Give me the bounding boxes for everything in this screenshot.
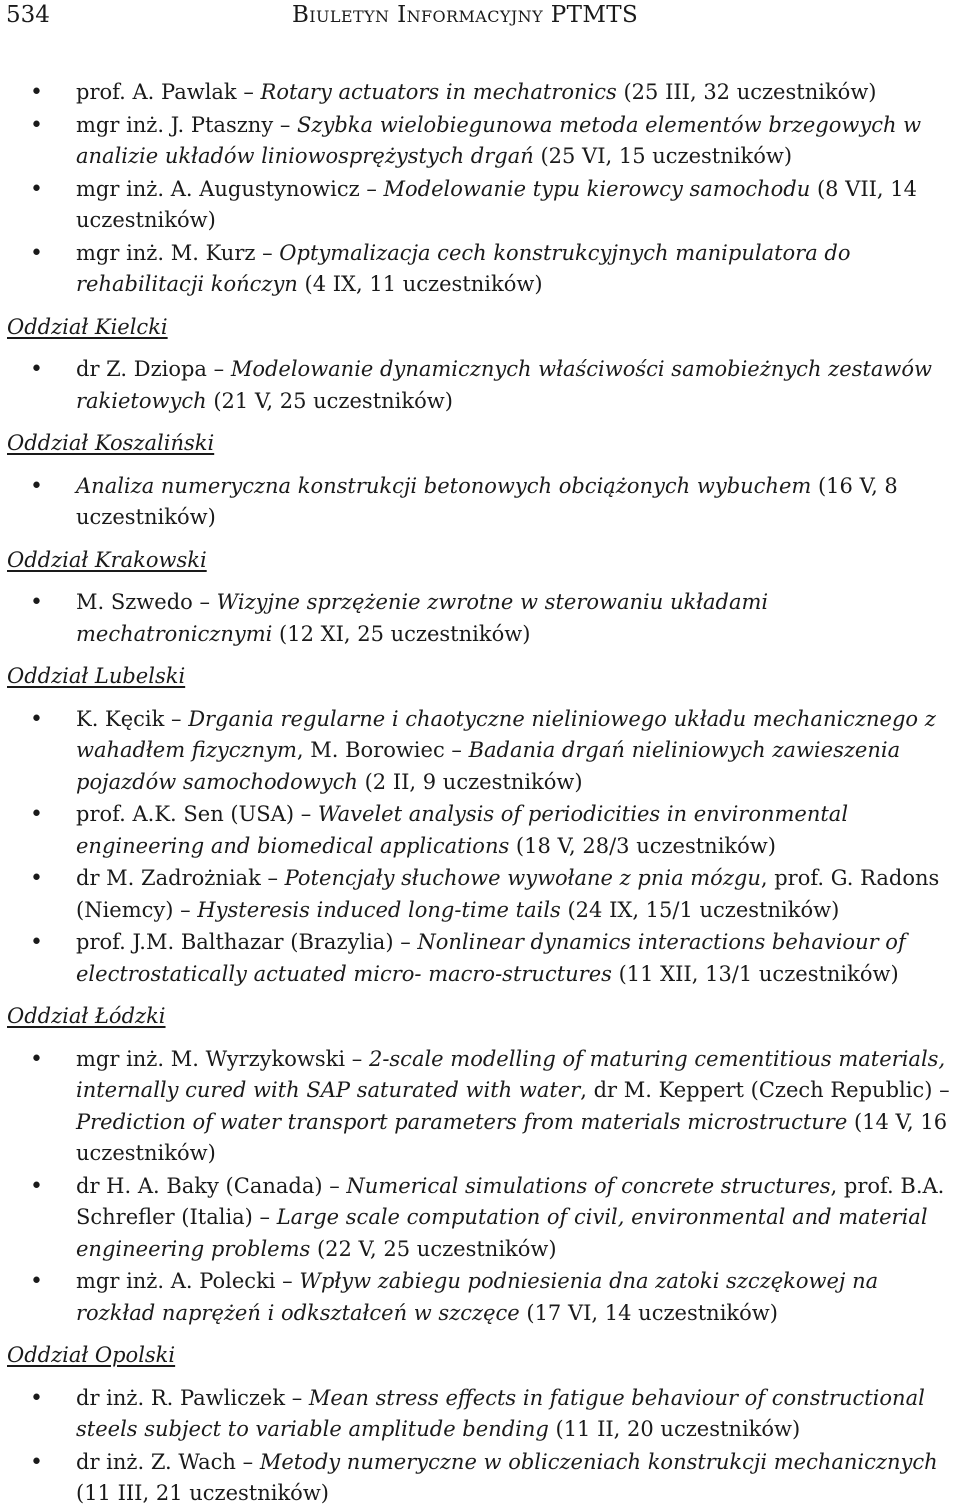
talk-title: Prediction of water transport parameters from materials microstructure (76, 1109, 848, 1134)
entry-text: , dr M. Keppert (Czech Republic) – (580, 1078, 950, 1102)
list-item (7, 1044, 955, 1170)
entry-text: K. Kęcik – (76, 706, 189, 731)
entry-text: mgr inż. M. Kurz – (76, 240, 280, 265)
bullet-icon: • (30, 866, 43, 891)
bullet-icon: • (30, 357, 43, 382)
talk-title: Modelowanie typu kierowcy samochodu (383, 176, 811, 201)
entry-text: (18 V, 28/3 uczestników) (509, 833, 776, 858)
talk-title: Wavelet analysis of periodicities in environmental engineering and biomedical applications (76, 802, 849, 858)
bullet-icon: • (30, 1046, 43, 1072)
bullet-icon: • (30, 1173, 43, 1199)
talk-title: Hysteresis induced long-time tails (197, 897, 561, 922)
entry-text: , prof. B.A. Schrefler (Italia) – (76, 1173, 945, 1229)
entry-text: prof. A.K. Sen (USA) – (76, 802, 318, 826)
list-item (7, 110, 955, 173)
section-heading: Oddział Łódzki (7, 1004, 166, 1028)
entry-text: dr M. Zadrożniak – (76, 866, 285, 890)
talk-title: Modelowanie dynamicznych właściwości samobieżnych zestawów rakietowych (76, 357, 932, 413)
entry-text: mgr inż. A. Polecki – (76, 1269, 300, 1293)
list-item (7, 174, 955, 237)
entry-text: (11 III, 21 uczestników) (76, 1481, 329, 1505)
list-item (7, 1171, 955, 1266)
seminar-list (7, 77, 955, 1511)
section-heading: Oddział Opolski (7, 1343, 176, 1367)
section-heading: Oddział Kielcki (7, 314, 168, 339)
talk-title: Wpływ zabiegu podniesienia dna zatoki szczękowej na rozkład naprężeń i odkształceń w szczęce (76, 1269, 879, 1325)
entry-text: M. Szwedo – (76, 590, 217, 614)
talk-title: Nonlinear dynamics interactions behaviour of electrostatically actuated micro- macro-structures (76, 930, 906, 986)
talk-title: Wizyjne sprzężenie zwrotne w sterowaniu układami mechatronicznymi (76, 590, 769, 646)
talk-title: Rotary actuators in mechatronics (260, 80, 617, 104)
list-item (7, 471, 955, 534)
bullet-icon: • (30, 473, 43, 499)
list-item (7, 1266, 955, 1329)
bullet-icon: • (30, 1385, 43, 1411)
talk-title: 2-scale modelling of maturing cementitious materials, internally cured with SAP saturated with water (76, 1046, 946, 1102)
entry-text: mgr inż. A. Augustynowicz – (76, 176, 384, 201)
entry-text: , prof. G. Radons (Niemcy) – (76, 866, 940, 922)
bullet-icon: • (30, 590, 43, 615)
bullet-icon: • (30, 240, 43, 266)
entry-text: (12 XI, 25 uczestników) (272, 621, 531, 646)
page-header (6, 0, 960, 30)
talk-title: Drgania regularne i chaotyczne nieliniowego układu mechanicznego z wahadłem fizycznym (76, 706, 936, 762)
list-item (7, 704, 955, 799)
entry-text: (8 VII, 14 uczestników) (76, 176, 917, 232)
entry-text: (21 V, 25 uczestników) (206, 388, 453, 413)
entry-text: mgr inż. J. Ptaszny – (76, 112, 298, 137)
list-item (7, 863, 955, 926)
talk-title: Numerical simulations of concrete structures (346, 1173, 831, 1198)
page-number: 534 (6, 2, 50, 28)
entry-text: dr inż. R. Pawliczek – (76, 1385, 309, 1410)
list-item (7, 927, 955, 990)
entry-text: (22 V, 25 uczestników) (310, 1236, 557, 1261)
entry-text: (4 IX, 11 uczestników) (297, 272, 543, 296)
list-item (7, 799, 955, 862)
entry-text: dr Z. Dziopa – (76, 357, 231, 381)
entry-text: , M. Borowiec – (296, 738, 469, 762)
entry-text: prof. A. Pawlak – (76, 80, 261, 104)
bullet-icon: • (30, 1449, 43, 1475)
list-item (7, 354, 955, 417)
bullet-icon: • (30, 1269, 43, 1294)
entry-text: (25 VI, 15 uczestników) (533, 144, 793, 168)
talk-title: Mean stress effects in fatigue behaviour of constructional steels subject to variable amplitude bending (76, 1385, 925, 1441)
talk-title: Large scale computation of civil, environmental and material engineering problems (76, 1205, 928, 1261)
entry-text: (24 IX, 15/1 uczestników) (560, 897, 840, 922)
bullet-icon: • (30, 930, 43, 955)
journal-title: Biuletyn Informacyjny PTMTS (292, 2, 639, 28)
list-item (7, 238, 955, 301)
entry-text: (11 II, 20 uczestników) (548, 1417, 801, 1441)
talk-title: Badania drgań nieliniowych zawieszenia pojazdów samochodowych (76, 738, 901, 794)
section-heading: Oddział Koszaliński (7, 431, 215, 455)
talk-title: Szybka wielobiegunowa metoda elementów brzegowych w analizie układów liniowosprężystych drgań (76, 112, 922, 168)
bullet-icon: • (30, 112, 43, 138)
bullet-icon: • (30, 802, 43, 827)
bullet-icon: • (30, 80, 43, 105)
entry-text: (25 III, 32 uczestników) (616, 80, 877, 104)
list-item (7, 1447, 955, 1510)
entry-text: (14 V, 16 uczestników) (76, 1109, 948, 1165)
talk-title: Optymalizacja cech konstrukcyjnych manipulatora do rehabilitacji kończyn (76, 240, 851, 296)
talk-title: Potencjały słuchowe wywołane z pnia mózgu (284, 866, 761, 890)
bullet-icon: • (30, 176, 43, 202)
entry-text: dr H. A. Baky (Canada) – (76, 1173, 347, 1198)
list-item (7, 1383, 955, 1446)
list-item (7, 587, 955, 650)
section-heading: Oddział Krakowski (7, 547, 207, 572)
bullet-icon: • (30, 706, 43, 732)
section-heading: Oddział Lubelski (7, 664, 186, 688)
entry-text: (11 XII, 13/1 uczestników) (611, 961, 899, 986)
talk-title: Analiza numeryczna konstrukcji betonowych obciążonych wybuchem (76, 473, 812, 498)
talk-title: Metody numeryczne w obliczeniach konstrukcji mechanicznych (259, 1449, 938, 1474)
entry-text: (2 II, 9 uczestników) (357, 769, 583, 794)
entry-text: mgr inż. M. Wyrzykowski – (76, 1046, 369, 1071)
entry-text: (17 VI, 14 uczestników) (519, 1300, 778, 1325)
list-item (7, 77, 955, 109)
entry-text: (16 V, 8 uczestników) (76, 473, 898, 529)
entry-text: prof. J.M. Balthazar (Brazylia) – (76, 930, 418, 954)
entry-text: dr inż. Z. Wach – (76, 1449, 260, 1474)
